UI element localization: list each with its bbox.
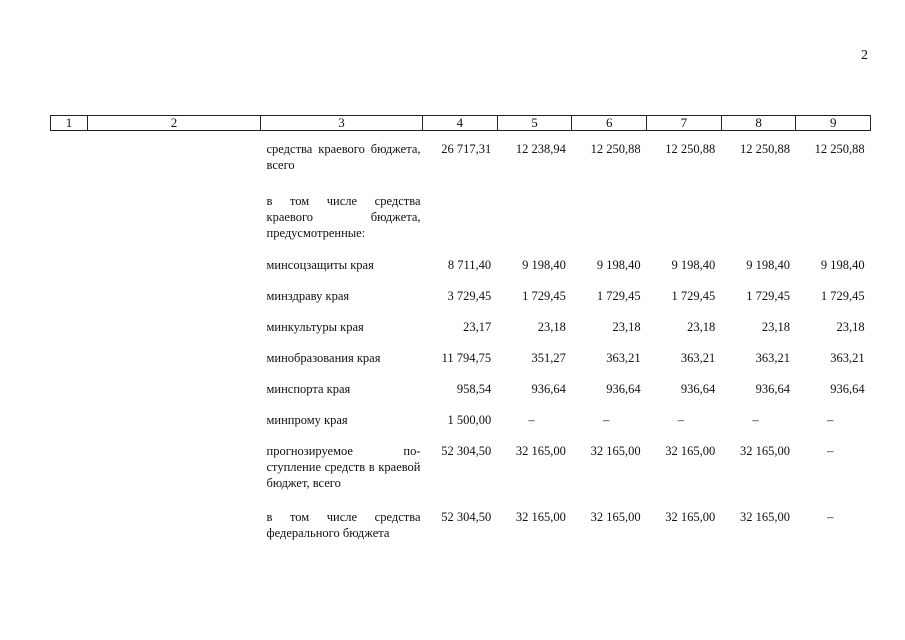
- empty-cell: [51, 412, 88, 428]
- empty-cell: [51, 443, 88, 491]
- value-cell: 32 165,00: [515, 510, 566, 524]
- empty-cell: [51, 193, 88, 241]
- value-cell: 32 165,00: [515, 444, 566, 458]
- value-cell: 936,64: [606, 382, 641, 396]
- value-cell: 23,18: [836, 320, 865, 334]
- value-cell: 23,18: [612, 320, 641, 334]
- value-cell: 12 250,88: [665, 142, 716, 156]
- value-cell: 9 198,40: [671, 258, 716, 272]
- value-cell: [497, 193, 572, 241]
- table-row: [51, 443, 871, 491]
- value-cell: 9 198,40: [820, 258, 865, 272]
- row-spacer: [51, 304, 871, 319]
- value-cell: 1 729,45: [746, 289, 790, 303]
- value-cell: 936,64: [830, 382, 865, 396]
- page-number: 2: [861, 48, 868, 63]
- empty-cell: [88, 443, 261, 491]
- value-cell: 958,54: [456, 382, 492, 396]
- value-cell: 1 729,45: [522, 289, 566, 303]
- table-row: [51, 381, 871, 397]
- column-header: 5: [497, 116, 572, 131]
- value-cell: 52 304,50: [441, 510, 492, 524]
- value-cell: [647, 193, 722, 241]
- value-cell: 32 165,00: [665, 444, 716, 458]
- column-header: 7: [647, 116, 722, 131]
- empty-cell: [51, 509, 88, 541]
- value-cell: 9 198,40: [522, 258, 566, 272]
- row-spacer: [51, 335, 871, 350]
- row-label: минспорта края: [266, 382, 351, 396]
- table-row: [51, 257, 871, 273]
- table-body: [51, 131, 871, 542]
- empty-cell: [51, 319, 88, 335]
- value-cell: 363,21: [755, 351, 790, 365]
- value-cell: 363,21: [606, 351, 641, 365]
- value-cell: 23,18: [687, 320, 716, 334]
- row-spacer: [51, 273, 871, 288]
- empty-cell: [88, 509, 261, 541]
- value-cell: 351,27: [531, 351, 566, 365]
- value-cell: –: [827, 444, 834, 458]
- row-spacer: [51, 241, 871, 257]
- column-header: 3: [261, 116, 423, 131]
- value-cell: 9 198,40: [596, 258, 641, 272]
- value-cell: 1 500,00: [447, 413, 492, 427]
- empty-cell: [88, 257, 261, 273]
- row-label: минобразования края: [266, 351, 381, 365]
- value-cell: 12 250,88: [590, 142, 641, 156]
- value-cell: 12 250,88: [814, 142, 865, 156]
- table-row: [51, 141, 871, 173]
- value-cell: [721, 193, 796, 241]
- row-spacer: [51, 366, 871, 381]
- table-row: [51, 193, 871, 241]
- row-label: в том числе средства федерального бюджета: [266, 510, 421, 540]
- column-header: 6: [572, 116, 647, 131]
- empty-cell: [88, 141, 261, 173]
- value-cell: 363,21: [680, 351, 716, 365]
- value-cell: 32 165,00: [590, 444, 641, 458]
- table-row: [51, 412, 871, 428]
- column-header: 9: [796, 116, 871, 131]
- row-label: средства краевого бюджета, всего: [266, 142, 421, 172]
- column-header: 1: [51, 116, 88, 131]
- row-label: в том числе средства краевого бюджета, предусмотренные:: [266, 194, 421, 240]
- value-cell: 52 304,50: [441, 444, 492, 458]
- empty-cell: [88, 412, 261, 428]
- empty-cell: [51, 288, 88, 304]
- row-spacer: [51, 428, 871, 443]
- value-cell: 12 238,94: [515, 142, 566, 156]
- value-cell: 1 729,45: [596, 289, 641, 303]
- value-cell: 936,64: [755, 382, 790, 396]
- value-cell: –: [603, 413, 610, 427]
- row-spacer: [51, 173, 871, 193]
- value-cell: [796, 193, 871, 241]
- value-cell: 936,64: [680, 382, 716, 396]
- value-cell: 23,18: [537, 320, 566, 334]
- value-cell: –: [528, 413, 535, 427]
- value-cell: 1 729,45: [671, 289, 716, 303]
- value-cell: 32 165,00: [739, 510, 790, 524]
- value-cell: 32 165,00: [590, 510, 641, 524]
- column-header: 2: [88, 116, 261, 131]
- value-cell: –: [677, 413, 685, 427]
- value-cell: 32 165,00: [739, 444, 790, 458]
- table-row: [51, 288, 871, 304]
- value-cell: 26 717,31: [441, 142, 492, 156]
- value-cell: [572, 193, 647, 241]
- empty-cell: [51, 381, 88, 397]
- row-spacer: [51, 397, 871, 412]
- value-cell: [423, 193, 498, 241]
- empty-cell: [51, 141, 88, 173]
- column-header: 8: [721, 116, 796, 131]
- value-cell: 9 198,40: [746, 258, 790, 272]
- table-row: [51, 509, 871, 541]
- column-header: 4: [423, 116, 498, 131]
- value-cell: –: [752, 413, 759, 427]
- column-number-row: [51, 116, 871, 131]
- row-label: прогнозируемое по-ступление средств в краевой бюджет, всего: [266, 444, 421, 490]
- empty-cell: [88, 319, 261, 335]
- row-label: минздраву края: [266, 289, 350, 303]
- value-cell: –: [827, 510, 834, 524]
- empty-cell: [88, 288, 261, 304]
- empty-cell: [51, 257, 88, 273]
- value-cell: –: [827, 413, 834, 427]
- empty-cell: [88, 193, 261, 241]
- value-cell: 3 729,45: [447, 289, 492, 303]
- value-cell: 23,18: [761, 320, 790, 334]
- empty-cell: [88, 350, 261, 366]
- budget-table: [50, 115, 871, 541]
- table-row: [51, 319, 871, 335]
- empty-cell: [51, 350, 88, 366]
- value-cell: 8 711,40: [447, 258, 492, 272]
- value-cell: 363,21: [830, 351, 865, 365]
- value-cell: 11 794,75: [441, 351, 492, 365]
- empty-cell: [88, 381, 261, 397]
- table-row: [51, 350, 871, 366]
- value-cell: 936,64: [531, 382, 566, 396]
- value-cell: 32 165,00: [665, 510, 716, 524]
- row-label: минкультуры края: [266, 320, 364, 334]
- value-cell: 12 250,88: [739, 142, 790, 156]
- value-cell: 23,17: [463, 320, 492, 334]
- value-cell: 1 729,45: [820, 289, 865, 303]
- row-label: минсоцзащиты края: [266, 258, 374, 272]
- row-spacer: [51, 491, 871, 509]
- row-label: минпрому края: [266, 413, 348, 427]
